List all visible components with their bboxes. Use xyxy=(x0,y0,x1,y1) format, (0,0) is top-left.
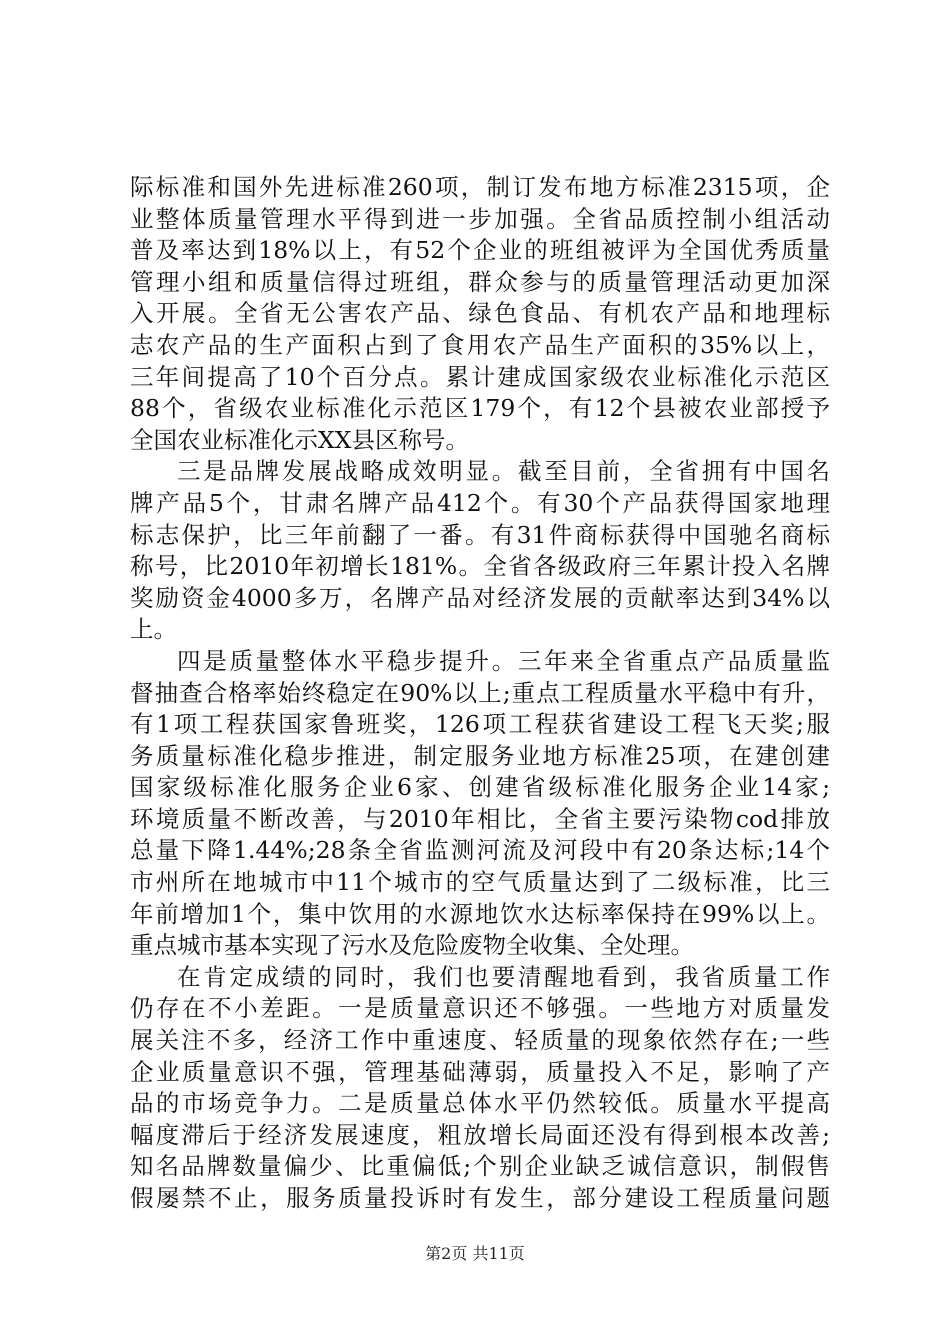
text-line: 在肯定成绩的同时，我们也要清醒地看到，我省质量工作 xyxy=(177,962,830,991)
text-line: 幅度滞后于经济发展速度，粗放增长局面还没有得到根本改善; xyxy=(130,1120,830,1149)
text-line: 全国农业标准化示XX县区称号。 xyxy=(130,425,469,454)
text-line: 国家级标准化服务企业6家、创建省级标准化服务企业14家; xyxy=(130,773,830,802)
text-line: 入开展。全省无公害农产品、绿色食品、有机农产品和地理标 xyxy=(130,299,830,328)
text-line: 年前增加1个，集中饮用的水源地饮水达标率保持在99%以上。 xyxy=(130,899,830,928)
text-line: 假屡禁不止，服务质量投诉时有发生，部分建设工程质量问题 xyxy=(130,1184,830,1212)
text-line: 称号，比2010年初增长181%。全省各级政府三年累计投入名牌 xyxy=(130,552,830,581)
text-line: 三是品牌发展战略成效明显。截至目前，全省拥有中国名 xyxy=(177,457,830,486)
text-line: 展关注不多，经济工作中重速度、轻质量的现象依然存在;一些 xyxy=(130,1026,830,1055)
text-line: 环境质量不断改善，与2010年相比，全省主要污染物cod排放 xyxy=(130,804,830,833)
text-line: 品的市场竞争力。二是质量总体水平仍然较低。质量水平提高 xyxy=(130,1089,830,1118)
text-line: 牌产品5个，甘肃名牌产品412个。有30个产品获得国家地理 xyxy=(130,488,830,517)
text-line: 督抽查合格率始终稳定在90%以上;重点工程质量水平稳中有升， xyxy=(130,678,830,707)
text-line: 总量下降1.44%;28条全省监测河流及河段中有20条达标;14个 xyxy=(130,836,830,865)
text-line: 务质量标准化稳步推进，制定服务业地方标准25项，在建创建 xyxy=(130,741,830,770)
text-line: 仍存在不小差距。一是质量意识还不够强。一些地方对质量发 xyxy=(130,994,830,1023)
text-line: 管理小组和质量信得过班组，群众参与的质量管理活动更加深 xyxy=(130,267,830,296)
text-line: 奖励资金4000多万，名牌产品对经济发展的贡献率达到34%以 xyxy=(130,583,830,612)
text-line: 重点城市基本实现了污水及危险废物全收集、全处理。 xyxy=(130,931,694,960)
text-line: 四是质量整体水平稳步提升。三年来全省重点产品质量监 xyxy=(177,646,830,675)
text-line: 业整体质量管理水平得到进一步加强。全省品质控制小组活动 xyxy=(130,204,830,233)
text-line: 有1项工程获国家鲁班奖，126项工程获省建设工程飞天奖;服 xyxy=(130,710,830,739)
text-line: 际标准和国外先进标准260项，制订发布地方标准2315项，企 xyxy=(130,173,830,201)
text-line: 志农产品的生产面积占到了食用农产品生产面积的35%以上， xyxy=(130,330,830,359)
text-line: 企业质量意识不强，管理基础薄弱，质量投入不足，影响了产 xyxy=(130,1057,830,1086)
text-line: 市州所在地城市中11个城市的空气质量达到了二级标准，比三 xyxy=(130,868,830,897)
text-line: 三年间提高了10个百分点。累计建成国家级农业标准化示范区 xyxy=(130,362,830,391)
text-line: 标志保护，比三年前翻了一番。有31件商标获得中国驰名商标 xyxy=(130,520,830,549)
body-text xyxy=(130,172,830,1215)
text-line: 上。 xyxy=(130,615,177,644)
text-line: 知名品牌数量偏少、比重偏低;个别企业缺乏诚信意识，制假售 xyxy=(130,1152,830,1181)
page-footer: 第2页 共11页 xyxy=(425,1244,525,1263)
text-line: 88个，省级农业标准化示范区179个，有12个县被农业部授予 xyxy=(130,394,830,423)
text-line: 普及率达到18%以上，有52个企业的班组被评为全国优秀质量 xyxy=(130,236,830,265)
